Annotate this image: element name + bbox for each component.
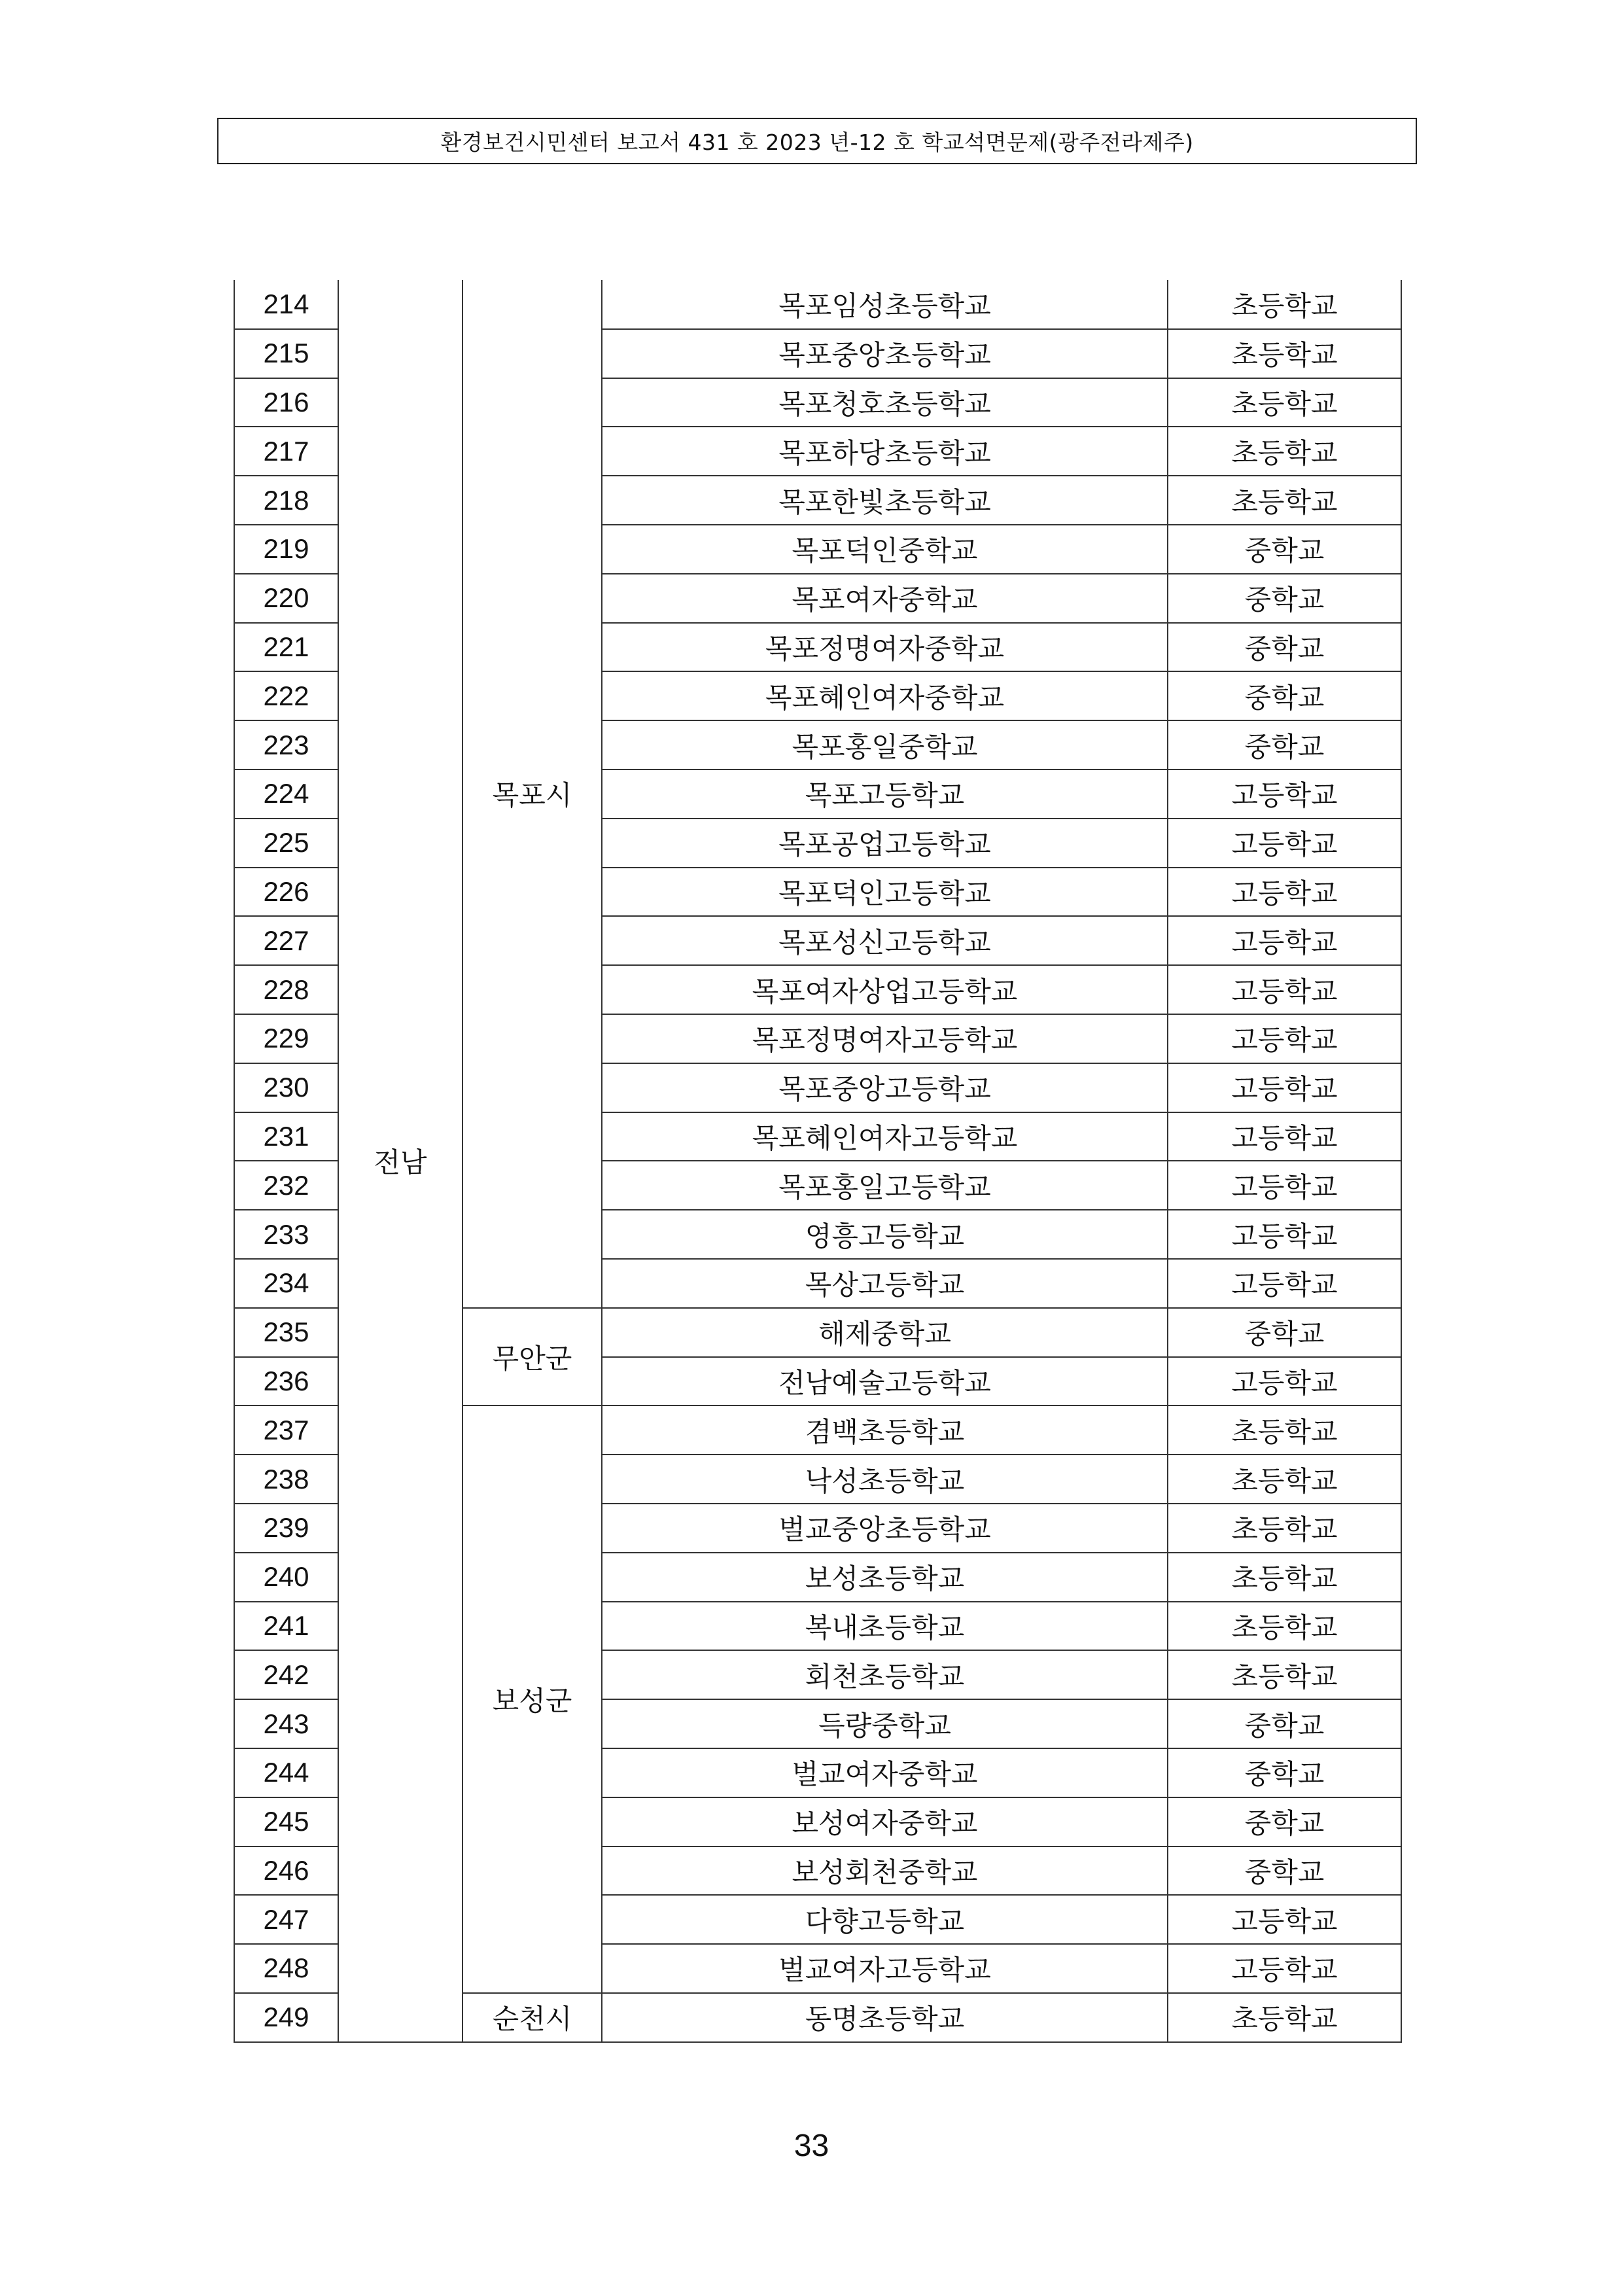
school-name: 목포덕인고등학교 — [602, 868, 1168, 917]
school-type: 중학교 — [1168, 1797, 1401, 1846]
row-number: 217 — [234, 427, 338, 476]
school-type: 초등학교 — [1168, 1993, 1401, 2042]
school-name: 목포혜인여자고등학교 — [602, 1112, 1168, 1161]
row-number: 215 — [234, 329, 338, 378]
school-type: 초등학교 — [1168, 427, 1401, 476]
school-name: 벌교중앙초등학교 — [602, 1504, 1168, 1553]
row-number: 228 — [234, 965, 338, 1014]
school-type: 고등학교 — [1168, 1161, 1401, 1210]
table-row — [234, 280, 1401, 329]
school-name: 목포여자중학교 — [602, 574, 1168, 623]
school-type: 초등학교 — [1168, 1405, 1401, 1455]
row-number: 216 — [234, 378, 338, 427]
school-type: 중학교 — [1168, 671, 1401, 720]
school-name: 목포정명여자고등학교 — [602, 1014, 1168, 1063]
school-name: 목상고등학교 — [602, 1259, 1168, 1308]
row-number: 238 — [234, 1455, 338, 1504]
school-type: 중학교 — [1168, 1748, 1401, 1797]
school-type: 중학교 — [1168, 574, 1401, 623]
school-type: 초등학교 — [1168, 1504, 1401, 1553]
school-type: 중학교 — [1168, 623, 1401, 672]
school-type: 고등학교 — [1168, 1259, 1401, 1308]
school-type: 고등학교 — [1168, 1944, 1401, 1993]
row-number: 234 — [234, 1259, 338, 1308]
row-number: 244 — [234, 1748, 338, 1797]
school-name: 목포고등학교 — [602, 769, 1168, 819]
school-name: 보성초등학교 — [602, 1553, 1168, 1602]
school-name: 회천초등학교 — [602, 1650, 1168, 1699]
report-title: 환경보건시민센터 보고서 431 호 2023 년-12 호 학교석면문제(광주전라제주) — [440, 130, 1194, 155]
school-type: 초등학교 — [1168, 280, 1401, 329]
school-type: 초등학교 — [1168, 329, 1401, 378]
row-number: 239 — [234, 1504, 338, 1553]
school-name: 겸백초등학교 — [602, 1405, 1168, 1455]
school-type: 중학교 — [1168, 1846, 1401, 1896]
school-type: 고등학교 — [1168, 1895, 1401, 1944]
school-type: 초등학교 — [1168, 1602, 1401, 1651]
school-table — [234, 280, 1402, 2043]
school-name: 목포중앙초등학교 — [602, 329, 1168, 378]
school-name: 목포덕인중학교 — [602, 525, 1168, 574]
row-number: 248 — [234, 1944, 338, 1993]
school-name: 해제중학교 — [602, 1308, 1168, 1357]
school-name: 복내초등학교 — [602, 1602, 1168, 1651]
row-number: 222 — [234, 671, 338, 720]
school-type: 초등학교 — [1168, 1553, 1401, 1602]
school-type: 초등학교 — [1168, 1455, 1401, 1504]
school-name: 득량중학교 — [602, 1699, 1168, 1748]
school-name: 목포홍일중학교 — [602, 720, 1168, 769]
school-type: 중학교 — [1168, 525, 1401, 574]
row-number: 227 — [234, 916, 338, 965]
school-type: 고등학교 — [1168, 819, 1401, 868]
school-name: 목포임성초등학교 — [602, 280, 1168, 329]
row-number: 236 — [234, 1357, 338, 1406]
row-number: 226 — [234, 868, 338, 917]
row-number: 218 — [234, 476, 338, 525]
row-number: 241 — [234, 1602, 338, 1651]
school-type: 초등학교 — [1168, 378, 1401, 427]
school-name: 목포정명여자중학교 — [602, 623, 1168, 672]
row-number: 229 — [234, 1014, 338, 1063]
row-number: 233 — [234, 1210, 338, 1259]
school-name: 전남예술고등학교 — [602, 1357, 1168, 1406]
row-number: 224 — [234, 769, 338, 819]
school-name: 낙성초등학교 — [602, 1455, 1168, 1504]
school-name: 목포하당초등학교 — [602, 427, 1168, 476]
school-type: 고등학교 — [1168, 1357, 1401, 1406]
city-cell: 순천시 — [462, 1993, 602, 2042]
row-number: 235 — [234, 1308, 338, 1357]
row-number: 225 — [234, 819, 338, 868]
row-number: 240 — [234, 1553, 338, 1602]
school-name: 목포홍일고등학교 — [602, 1161, 1168, 1210]
school-name: 목포청호초등학교 — [602, 378, 1168, 427]
page-number: 33 — [794, 2128, 829, 2163]
school-name: 동명초등학교 — [602, 1993, 1168, 2042]
city-cell: 목포시 — [462, 280, 602, 1308]
school-type: 중학교 — [1168, 1308, 1401, 1357]
row-number: 223 — [234, 720, 338, 769]
school-name: 목포공업고등학교 — [602, 819, 1168, 868]
school-type: 고등학교 — [1168, 1063, 1401, 1112]
school-name: 목포성신고등학교 — [602, 916, 1168, 965]
school-name: 목포한빛초등학교 — [602, 476, 1168, 525]
school-name: 보성회천중학교 — [602, 1846, 1168, 1896]
school-type: 고등학교 — [1168, 868, 1401, 917]
school-type: 중학교 — [1168, 720, 1401, 769]
school-name: 보성여자중학교 — [602, 1797, 1168, 1846]
school-name: 목포혜인여자중학교 — [602, 671, 1168, 720]
school-table-body — [234, 280, 1401, 2042]
school-name: 영흥고등학교 — [602, 1210, 1168, 1259]
school-type: 고등학교 — [1168, 769, 1401, 819]
row-number: 231 — [234, 1112, 338, 1161]
school-type: 고등학교 — [1168, 916, 1401, 965]
school-name: 목포여자상업고등학교 — [602, 965, 1168, 1014]
city-cell: 무안군 — [462, 1308, 602, 1406]
school-type: 고등학교 — [1168, 1014, 1401, 1063]
school-name: 벌교여자중학교 — [602, 1748, 1168, 1797]
school-type: 고등학교 — [1168, 1112, 1401, 1161]
row-number: 220 — [234, 574, 338, 623]
school-name: 다향고등학교 — [602, 1895, 1168, 1944]
region-cell: 전남 — [338, 280, 462, 2042]
school-name: 벌교여자고등학교 — [602, 1944, 1168, 1993]
school-type: 고등학교 — [1168, 965, 1401, 1014]
row-number: 214 — [234, 280, 338, 329]
school-name: 목포중앙고등학교 — [602, 1063, 1168, 1112]
school-type: 중학교 — [1168, 1699, 1401, 1748]
school-type: 고등학교 — [1168, 1210, 1401, 1259]
row-number: 232 — [234, 1161, 338, 1210]
row-number: 249 — [234, 1993, 338, 2042]
row-number: 246 — [234, 1846, 338, 1896]
row-number: 242 — [234, 1650, 338, 1699]
row-number: 219 — [234, 525, 338, 574]
row-number: 247 — [234, 1895, 338, 1944]
school-type: 초등학교 — [1168, 476, 1401, 525]
row-number: 245 — [234, 1797, 338, 1846]
city-cell: 보성군 — [462, 1405, 602, 1993]
row-number: 237 — [234, 1405, 338, 1455]
row-number: 243 — [234, 1699, 338, 1748]
row-number: 221 — [234, 623, 338, 672]
row-number: 230 — [234, 1063, 338, 1112]
school-type: 초등학교 — [1168, 1650, 1401, 1699]
report-header — [217, 118, 1417, 164]
